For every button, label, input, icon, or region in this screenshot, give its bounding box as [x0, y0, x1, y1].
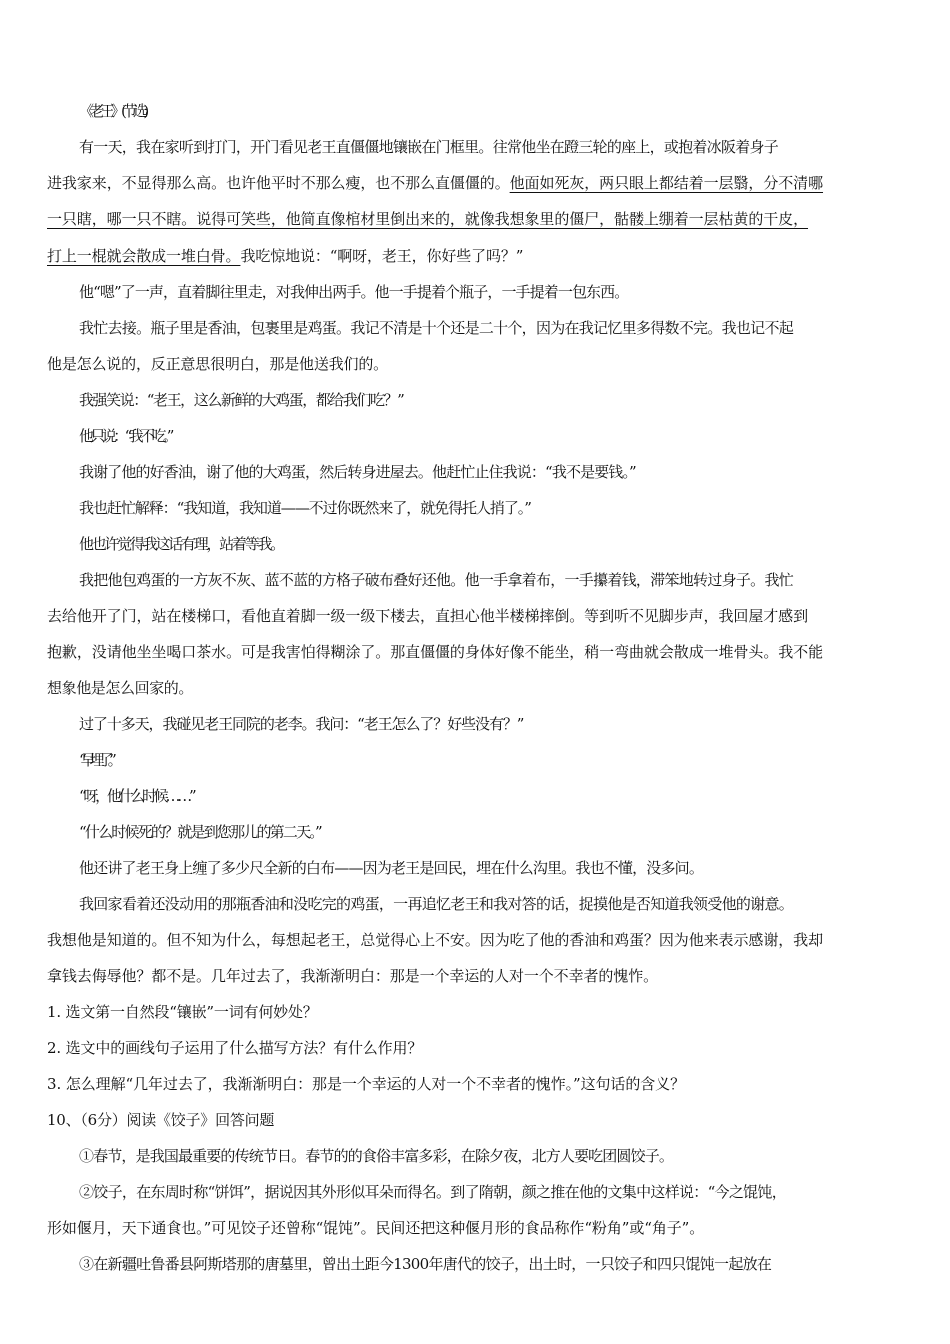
question-3: 3. 怎么理解“几年过去了，我渐渐明白：那是一个幸运的人对一个不幸者的愧怍。”这句话的含义？ [47, 1075, 686, 1093]
paragraph-3-line-1: 我忙去接。瓶子里是香油，包裹里是鸡蛋。我记不清是十个还是二十个，因为在我记忆里多得数不完。我也记不起 [79, 319, 794, 337]
paragraph-9-line-4: 想象他是怎么回家的。 [47, 679, 194, 697]
jiaozi-paragraph-2-line-1: ②饺子，在东周时称“饼饵”，据说因其外形似耳朵而得名。到了隋朝，颜之推在他的文集中这样说：“今之馄饨， [79, 1183, 787, 1201]
paragraph-15-line-2: 我想他是知道的。但不知为什么，每想起老王，总觉得心上不安。因为吃了他的香油和鸡蛋？因为他来表示感谢，我却 [47, 931, 824, 949]
paragraph-5: 他只说：“我不吃。” [79, 427, 171, 445]
paragraph-15-line-3: 拿钱去侮辱他？都不是。几年过去了，我渐渐明白：那是一个幸运的人对一个不幸者的愧怍。 [47, 967, 659, 985]
paragraph-7: 我也赶忙解释：“我知道，我知道——不过你既然来了，就免得托人捎了。” [79, 499, 531, 517]
paragraph-1-line-1: 有一天，我在家听到打门，开门看见老王直僵僵地镶嵌在门框里。往常他坐在蹬三轮的座上，或抱着冰阪着身子 [79, 138, 779, 156]
paragraph-15-line-1: 我回家看着还没动用的那瓶香油和没吃完的鸡蛋，一再追忆老王和我对答的话，捉摸他是否知道我领受他的谢意。 [79, 895, 794, 913]
paragraph-6: 我谢了他的好香油，谢了他的大鸡蛋，然后转身进屋去。他赶忙止住我说：“我不是要钱。” [79, 463, 636, 481]
paragraph-9-line-3: 抱歉，没请他坐坐喝口茶水。可是我害怕得糊涂了。那直僵僵的身体好像不能坐，稍一弯曲就会散成一堆骨头。我不能 [47, 643, 824, 661]
section-10-heading: 10、（6分）阅读《饺子》回答问题 [47, 1111, 275, 1129]
paragraph-12: “呀，他什么时候……” [79, 787, 194, 805]
paragraph-11: “早埋了。” [79, 751, 111, 769]
paragraph-1-line-2 [47, 172, 907, 194]
passage-title: 《老王》(节选) [79, 102, 145, 120]
paragraph-9-line-1: 我把他包鸡蛋的一方灰不灰、蓝不蓝的方格子破布叠好还他。他一手拿着布，一手攥着钱，滞笨地转过身子。我忙 [79, 571, 794, 589]
paragraph-9-line-2: 去给他开了门，站在楼梯口，看他直着脚一级一级下楼去，直担心他半楼梯摔倒。等到听不见脚步声，我回屋才感到 [47, 607, 809, 625]
underlined-sentence-line-2: 一只瞎，哪一只不瞎。说得可笑些，他简直像棺材里倒出来的，就像我想象里的僵尸，骷髅上绷着一层枯黄的干皮， [47, 210, 809, 228]
underlined-sentence-end: 打上一棍就会散成一堆白骨。 [47, 247, 241, 265]
jiaozi-paragraph-3-line-1: ③在新疆吐鲁番县阿斯塔那的唐墓里，曾出土距今1300年唐代的饺子，出土时，一只饺子和四只馄饨一起放在 [79, 1255, 772, 1273]
paragraph-4: 我强笑说：“老王，这么新鲜的大鸡蛋，都给我们吃？” [79, 391, 404, 409]
underlined-sentence: 他面如死灰，两只眼上都结着一层翳，分不清哪 [509, 174, 824, 192]
plain-text: 进我家来，不显得那么高。也许他平时不那么瘦，也不那么直僵僵的。 [47, 174, 510, 192]
question-1: 1. 选文第一自然段“镶嵌”一词有何妙处？ [47, 1003, 318, 1021]
plain-text: 我吃惊地说：“啊呀，老王，你好些了吗？” [240, 247, 524, 265]
paragraph-13: “什么时候死的？就是到您那儿的第二天。” [79, 823, 321, 841]
paragraph-3-line-2: 他是怎么说的，反正意思很明白，那是他送我们的。 [47, 355, 389, 373]
paragraph-8: 他也许觉得我这话有理，站着等我。 [79, 535, 284, 553]
paragraph-1-line-4 [47, 245, 907, 267]
question-2: 2. 选文中的画线句子运用了什么描写方法？有什么作用？ [47, 1039, 423, 1057]
paragraph-14: 他还讲了老王身上缠了多少尺全新的白布——因为老王是回民，埋在什么沟里。我也不懂，没多问。 [79, 859, 704, 877]
jiaozi-paragraph-1: ①春节，是我国最重要的传统节日。春节的的食俗丰富多彩，在除夕夜，北方人要吃团圆饺子。 [79, 1147, 674, 1165]
paragraph-2: 他“嗯”了一声，直着脚往里走，对我伸出两手。他一手提着个瓶子，一手提着一包东西。 [79, 283, 629, 301]
jiaozi-paragraph-2-line-2: 形如偃月，天下通食也。”可见饺子还曾称“馄饨”。民间还把这种偃月形的食品称作“粉角”或“角子”。 [47, 1219, 705, 1237]
paragraph-10: 过了十多天，我碰见老王同院的老李。我问：“老王怎么了？好些没有？” [79, 715, 524, 733]
